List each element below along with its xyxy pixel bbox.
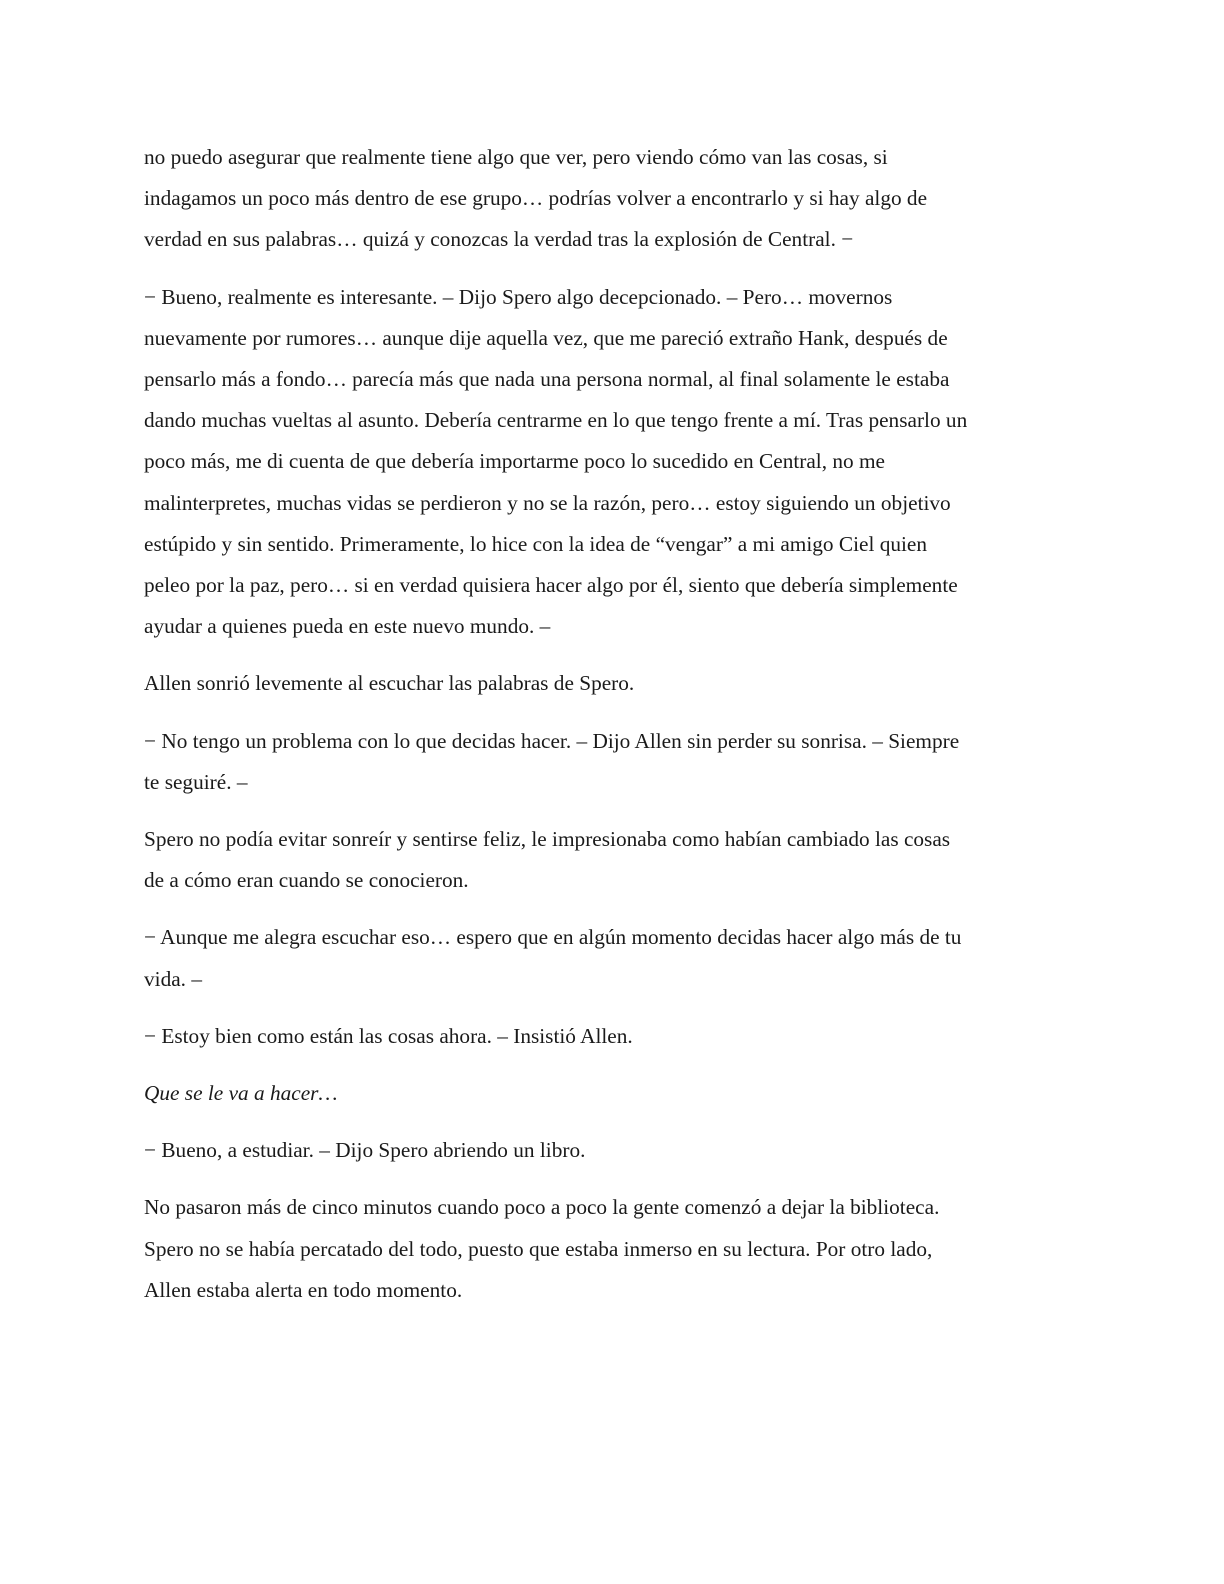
paragraph-1 (144, 137, 1074, 261)
text-line: de a cómo eran cuando se conocieron. (144, 868, 469, 893)
text-line: Allen estaba alerta en todo momento. (144, 1277, 463, 1302)
text-line: Spero no podía evitar sonreír y sentirse feliz, le impresionaba como habían cambiado las cosas (144, 827, 951, 852)
paragraph-8-italic-thought (144, 1073, 1074, 1114)
text-line: ayudar a quienes pueda en este nuevo mundo. – (144, 614, 551, 639)
text-line: poco más, me di cuenta de que debería importarme poco lo sucedido en Central, no me (144, 449, 886, 474)
document-page (144, 137, 1074, 1327)
text-line: verdad en sus palabras… quizá y conozcas la verdad tras la explosión de Central. − (144, 227, 854, 252)
text-line: Spero no se había percatado del todo, puesto que estaba inmerso en su lectura. Por otro lado, (144, 1236, 933, 1261)
text-line: − Aunque me alegra escuchar eso… espero que en algún momento decidas hacer algo más de tu (144, 925, 962, 950)
text-line: nuevamente por rumores… aunque dije aquella vez, que me pareció extraño Hank, después de (144, 325, 948, 350)
text-line: te seguiré. – (144, 769, 248, 794)
paragraph-7 (144, 1016, 1074, 1057)
text-line: peleo por la paz, pero… si en verdad quisiera hacer algo por él, siento que debería simplemente (144, 573, 958, 598)
text-line: dando muchas vueltas al asunto. Debería centrarme en lo que tengo frente a mí. Tras pensarlo un (144, 408, 968, 433)
text-line: vida. – (144, 966, 202, 991)
paragraph-3 (144, 663, 1074, 704)
text-line: − Estoy bien como están las cosas ahora. – Insistió Allen. (144, 1023, 633, 1048)
text-line: Allen sonrió levemente al escuchar las palabras de Spero. (144, 671, 635, 696)
text-line: Que se le va a hacer… (144, 1081, 338, 1106)
text-line: pensarlo más a fondo… parecía más que nada una persona normal, al final solamente le estaba (144, 367, 950, 392)
paragraph-5 (144, 819, 1074, 901)
text-line: − Bueno, realmente es interesante. – Dijo Spero algo decepcionado. – Pero… movernos (144, 284, 893, 309)
paragraph-2 (144, 277, 1074, 648)
text-line: no puedo asegurar que realmente tiene algo que ver, pero viendo cómo van las cosas, si (144, 145, 888, 169)
text-line: indagamos un poco más dentro de ese grupo… podrías volver a encontrarlo y si hay algo de (144, 186, 928, 211)
text-line: estúpido y sin sentido. Primeramente, lo hice con la idea de “vengar” a mi amigo Ciel quien (144, 531, 928, 556)
paragraph-4 (144, 721, 1074, 803)
paragraph-6 (144, 917, 1074, 999)
paragraph-10 (144, 1187, 1074, 1311)
text-line: − Bueno, a estudiar. – Dijo Spero abriendo un libro. (144, 1138, 586, 1163)
text-line: No pasaron más de cinco minutos cuando poco a poco la gente comenzó a dejar la biblioteca. (144, 1195, 940, 1220)
text-line: − No tengo un problema con lo que decidas hacer. – Dijo Allen sin perder su sonrisa. – Siempre (144, 728, 960, 753)
text-line: malinterpretes, muchas vidas se perdieron y no se la razón, pero… estoy siguiendo un objetivo (144, 490, 951, 515)
paragraph-9 (144, 1130, 1074, 1171)
